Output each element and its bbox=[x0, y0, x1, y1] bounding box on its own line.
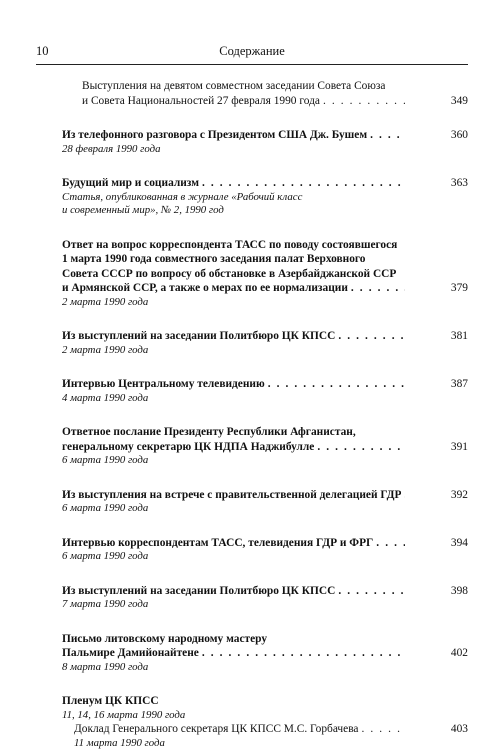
entry-date: 8 марта 1990 года bbox=[62, 661, 408, 675]
leader-dots bbox=[338, 584, 405, 599]
entry-title-line: и Армянской ССР, а также о мерах по ее нормализации bbox=[62, 281, 348, 296]
toc-entry bbox=[62, 128, 408, 156]
leader-dots bbox=[317, 440, 405, 455]
leader-dots bbox=[323, 94, 405, 109]
entry-title-line: генеральному секретарю ЦК НДПА Наджибулле bbox=[62, 440, 314, 455]
leader-dots bbox=[202, 646, 405, 661]
entry-title-line: Ответ на вопрос корреспондента ТАСС по поводу состоявшегося bbox=[62, 238, 397, 253]
toc-entry bbox=[62, 488, 408, 516]
entry-date: 2 марта 1990 года bbox=[62, 344, 408, 358]
entry-title-line: и Совета Национальностей 27 февраля 1990 года bbox=[82, 94, 320, 109]
entry-title-line: Письмо литовскому народному мастеру bbox=[62, 632, 267, 647]
entry-date: 4 марта 1990 года bbox=[62, 392, 408, 406]
running-title: Содержание bbox=[36, 44, 468, 59]
entry-page-number: 349 bbox=[428, 94, 468, 109]
toc-entry bbox=[62, 377, 408, 405]
leader-dots bbox=[338, 329, 405, 344]
entry-page-number: 402 bbox=[428, 646, 468, 661]
toc-entry bbox=[62, 536, 408, 564]
leader-dots bbox=[202, 176, 405, 191]
leader-dots bbox=[351, 281, 405, 296]
leader-dots bbox=[268, 377, 405, 392]
sub-entry-title: Доклад Генерального секретаря ЦК КПСС М.С. Горбачева bbox=[74, 722, 359, 737]
entry-page-number: 392 bbox=[428, 488, 468, 503]
leader-dots bbox=[404, 488, 405, 503]
sub-entry-date: 11 марта 1990 года bbox=[62, 737, 408, 750]
entry-date: 6 марта 1990 года bbox=[62, 502, 408, 516]
entry-date: 28 февраля 1990 года bbox=[62, 143, 408, 157]
entry-page-number: 381 bbox=[428, 329, 468, 344]
entry-title-line: Из выступлений на заседании Политбюро ЦК КПСС bbox=[62, 329, 335, 344]
toc-entry bbox=[62, 176, 408, 218]
entry-title-line: Пальмире Дамийонайтене bbox=[62, 646, 199, 661]
entry-title-line: Выступления на девятом совместном заседании Совета Союза bbox=[82, 79, 385, 94]
page-number: 10 bbox=[36, 44, 49, 59]
entry-note: и современный мир», № 2, 1990 год bbox=[62, 204, 408, 218]
toc-entry bbox=[62, 329, 408, 357]
entry-date: 2 марта 1990 года bbox=[62, 296, 408, 310]
toc-entry bbox=[62, 694, 408, 750]
entry-title-line: Будущий мир и социализм bbox=[62, 176, 199, 191]
running-header bbox=[36, 42, 468, 65]
entry-page-number: 391 bbox=[428, 440, 468, 455]
toc-entry bbox=[62, 425, 408, 468]
entry-title-line: Интервью Центральному телевидению bbox=[62, 377, 265, 392]
entry-note: Статья, опубликованная в журнале «Рабочий класс bbox=[62, 191, 408, 205]
entry-title-line: Из выступлений на заседании Политбюро ЦК КПСС bbox=[62, 584, 335, 599]
entry-page-number: 387 bbox=[428, 377, 468, 392]
entry-page-number: 360 bbox=[428, 128, 468, 143]
entry-title-line: Из выступления на встрече с правительственной делегацией ГДР bbox=[62, 488, 401, 503]
leader-dots bbox=[362, 722, 406, 737]
entry-title-line: Пленум ЦК КПСС bbox=[62, 694, 159, 709]
entry-title-line: Из телефонного разговора с Президентом США Дж. Бушем bbox=[62, 128, 367, 143]
entry-page-number: 363 bbox=[428, 176, 468, 191]
entry-title-line: Интервью корреспондентам ТАСС, телевидения ГДР и ФРГ bbox=[62, 536, 373, 551]
toc-entry bbox=[62, 79, 408, 108]
sub-entry-page-number: 403 bbox=[428, 722, 468, 737]
toc-entry bbox=[62, 238, 408, 310]
entry-page-number: 394 bbox=[428, 536, 468, 551]
entry-date: 11, 14, 16 марта 1990 года bbox=[62, 709, 408, 723]
toc-entry bbox=[62, 584, 408, 612]
entry-date: 6 марта 1990 года bbox=[62, 550, 408, 564]
entry-title-line: 1 марта 1990 года совместного заседания палат Верховного bbox=[62, 252, 366, 267]
entry-date: 6 марта 1990 года bbox=[62, 454, 408, 468]
entry-title-line: Совета СССР по вопросу об обстановке в Азербайджанской ССР bbox=[62, 267, 396, 282]
toc-entry bbox=[62, 632, 408, 675]
entry-page-number: 398 bbox=[428, 584, 468, 599]
entry-date: 7 марта 1990 года bbox=[62, 598, 408, 612]
entry-title-line: Ответное послание Президенту Республики Афганистан, bbox=[62, 425, 356, 440]
entry-page-number: 379 bbox=[428, 281, 468, 296]
leader-dots bbox=[376, 536, 405, 551]
table-of-contents bbox=[62, 79, 408, 750]
leader-dots bbox=[370, 128, 405, 143]
